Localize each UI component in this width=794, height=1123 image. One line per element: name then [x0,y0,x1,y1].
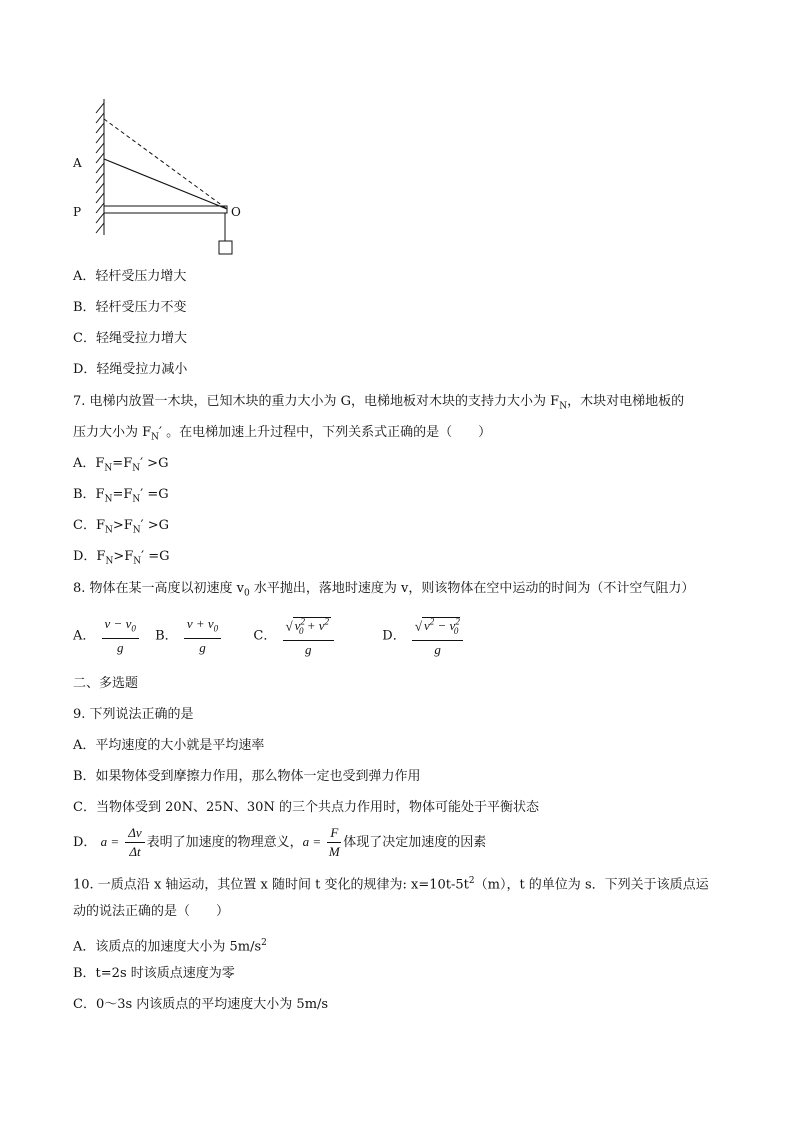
q6-option-a: A．轻杆受压力增大 [73,269,187,284]
q8-option-d-fraction: $\frac{√ v^2 - v^2_0}{g}$ [412,614,463,658]
q7-option-c: C．$F_N>F_N' >G$ [73,518,170,536]
q7-stem-line1: 7. 电梯内放置一木块，已知木块的重力大小为 G，电梯地板对木块的支持力大小为 $F_N$，木块对电梯地板的 [73,394,685,412]
q10-option-a: A．该质点的加速度大小为 $5m/s^2$ [73,938,267,955]
q9-option-d: D． a = $\frac{\Delta v}{\Delta t}$ 表明了加速度的物理意义，a = $\frac{F}{M}$ 体现了决定加速度的因素 [73,825,487,859]
q8-option-b-fraction: $\frac{v + v_0}{g}$ [184,616,221,656]
q6-option-d: D．轻绳受拉力减小 [73,362,188,377]
q10-option-b: B．t=2s 时该质点速度为零 [73,966,235,981]
wall-rod-rope-figure [68,95,258,260]
hanging-block [219,241,232,254]
q9-option-a: A．平均速度的大小就是平均速率 [73,738,265,753]
q8-option-d-letter: D． [382,628,406,644]
q7-option-b: B．$F_N=F_N' =G$ [73,487,169,505]
q8-option-a-fraction: $\frac{v - v_0}{g}$ [102,616,139,656]
q9-option-c: C．当物体受到 20N、25N、30N 的三个共点力作用时，物体可能处于平衡状态 [73,800,539,815]
q6-option-b: B．轻杆受压力不变 [73,300,187,315]
q8-option-b-letter: B． [155,628,178,644]
wall-hatching [96,99,104,235]
label-A: A [73,156,82,170]
q8-option-a-letter: A． [73,628,96,644]
q9-option-b: B．如果物体受到摩擦力作用，那么物体一定也受到弹力作用 [73,769,421,784]
light-rod [104,206,227,213]
q7-option-d: D．$F_N>F_N' =G$ [73,549,170,567]
q8-options [73,614,465,658]
rope-solid [104,159,227,209]
q9-stem: 9. 下列说法正确的是 [73,707,194,722]
q7-option-a: A．$F_N=F_N' >G$ [73,456,169,474]
q8-option-c-fraction: $\frac{√ v^2_0 + v^2}{g}$ [283,614,334,658]
label-P: P [73,205,82,219]
q10-stem-line2: 动的说法正确的是（ ） [73,904,230,919]
rope-dashed [104,119,227,209]
q6-option-c: C．轻绳受拉力增大 [73,331,187,346]
q10-stem-line1: 10. 一质点沿 x 轴运动，其位置 x 随时间 t 变化的规律为: $x=10t-5t^2(m)$，t 的单位为 s．下列关于该质点运 [73,876,709,893]
section-heading-multiple-choice: 二、多选题 [73,676,139,691]
label-O: O [231,205,241,219]
q8-stem: 8. 物体在某一高度以初速度 $v_0$ 水平抛出，落地时速度为 v，则该物体在空中运动的时间为（不计空气阻力） [73,581,695,599]
q10-option-c: C．0～3s 内该质点的平均速度大小为 5m/s [73,997,329,1012]
q7-stem-line2: 压力大小为 $F_N'$ 。在电梯加速上升过程中，下列关系式正确的是（ ） [73,425,492,443]
q8-option-c-letter: C． [253,628,277,644]
